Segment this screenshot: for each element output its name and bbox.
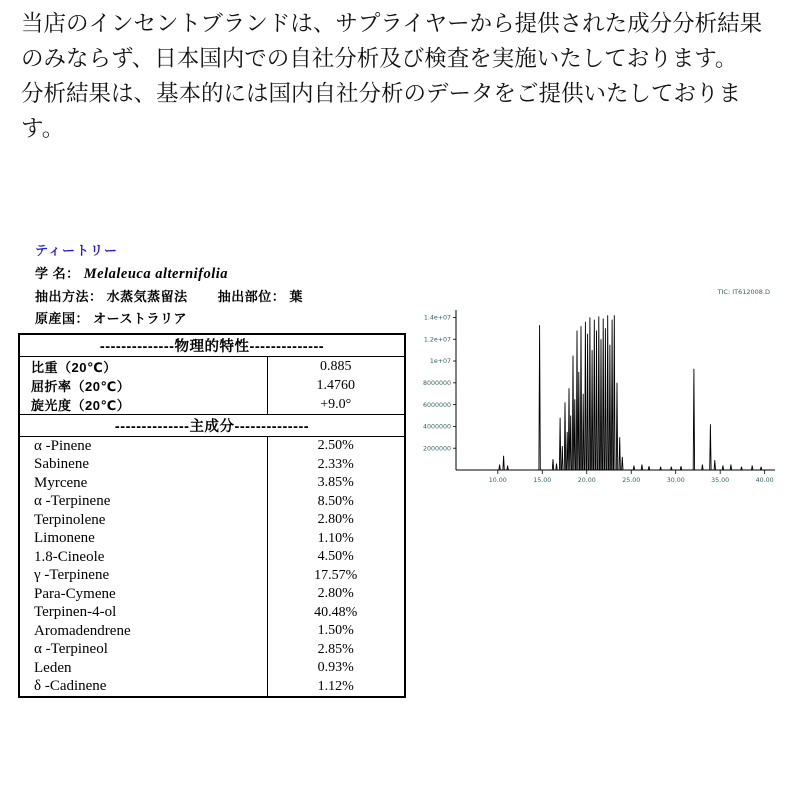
component-value: 2.50% — [317, 438, 354, 454]
physical-property-value: +9.0° — [320, 396, 352, 412]
component-label: Terpinen-4-ol — [19, 604, 267, 623]
intro-paragraph-2: 分析結果は、基本的には国内自社分析のデータをご提供いたしております。 — [21, 81, 742, 141]
table-row — [19, 511, 405, 530]
origin: オーストラリア — [93, 311, 187, 326]
x-tick-label: 15.00 — [533, 477, 552, 484]
component-value: 2.33% — [317, 456, 354, 472]
analysis-document — [18, 240, 404, 698]
physical-property-label: 屈折率（20℃） — [19, 376, 267, 395]
component-label: 1.8-Cineole — [19, 548, 267, 567]
component-value: 1.10% — [317, 530, 354, 546]
extraction-part: 葉 — [289, 289, 303, 304]
x-tick-label: 10.00 — [488, 477, 507, 484]
table-row — [19, 437, 405, 456]
component-value: 2.80% — [317, 586, 354, 602]
extraction-line — [35, 286, 404, 305]
component-label: Sabinene — [19, 456, 267, 475]
y-tick-label: 4000000 — [422, 423, 451, 431]
latin-name-line — [35, 263, 404, 283]
latin-name: Melaleuca alternifolia — [83, 266, 229, 282]
component-value: 17.57% — [314, 567, 358, 583]
component-label: δ -Cadinene — [19, 678, 267, 698]
chromatogram-svg — [415, 282, 795, 487]
extraction-method-label: 抽出方法： — [35, 289, 103, 304]
table-row — [19, 376, 405, 395]
component-label: Terpinolene — [19, 511, 267, 530]
x-tick-label: 30.00 — [666, 477, 685, 484]
product-name: ティートリー — [35, 243, 118, 258]
main-components-header-row — [19, 415, 405, 437]
component-value: 2.85% — [317, 641, 354, 657]
table-row — [19, 678, 405, 698]
component-value: 40.48% — [314, 604, 358, 620]
table-row — [19, 456, 405, 475]
component-value: 8.50% — [317, 493, 354, 509]
table-row — [19, 641, 405, 660]
component-label: α -Terpineol — [19, 641, 267, 660]
component-label: γ -Terpinene — [19, 567, 267, 586]
component-label: Leden — [19, 659, 267, 678]
component-label: Limonene — [19, 530, 267, 549]
y-tick-label: 2000000 — [422, 445, 451, 453]
table-row — [19, 622, 405, 641]
y-tick-label: 8000000 — [422, 380, 451, 388]
physical-properties-header: --------------物理的特性-------------- — [19, 334, 405, 357]
main-components-header: --------------主成分-------------- — [19, 415, 405, 437]
x-tick-label: 20.00 — [577, 477, 596, 484]
component-value: 1.12% — [317, 678, 354, 694]
table-row — [19, 548, 405, 567]
table-row — [19, 585, 405, 604]
intro-text-block — [21, 6, 784, 146]
component-label: α -Terpinene — [19, 493, 267, 512]
component-value: 2.80% — [317, 512, 354, 528]
component-label: Myrcene — [19, 474, 267, 493]
y-tick-label: 1.4e+07 — [423, 314, 451, 322]
component-value: 3.85% — [317, 475, 354, 491]
y-tick-label: 1.2e+07 — [423, 336, 451, 344]
table-row — [19, 493, 405, 512]
component-label: Para-Cymene — [19, 585, 267, 604]
extraction-method: 水蒸気蒸留法 — [106, 289, 188, 304]
extraction-part-label: 抽出部位： — [217, 289, 286, 304]
origin-label: 原産国： — [35, 311, 90, 326]
physical-property-label: 比重（20℃） — [19, 357, 267, 377]
physical-property-value: 1.4760 — [316, 377, 355, 393]
origin-line — [35, 308, 404, 327]
physical-property-value: 0.885 — [320, 358, 352, 374]
x-tick-label: 40.00 — [755, 477, 774, 484]
chart-title: TIC: IT612008.D — [717, 288, 770, 296]
intro-paragraph-1: 当店のインセントブランドは、サプライヤーから提供された成分分析結果のみならず、日本国内での自社分析及び検査を実施いたしております。 — [21, 11, 763, 71]
x-tick-label: 35.00 — [711, 477, 730, 484]
table-row — [19, 395, 405, 415]
y-tick-label: 6000000 — [422, 401, 451, 409]
chromatogram-trace — [456, 315, 775, 470]
component-value: 1.50% — [317, 623, 354, 639]
table-row — [19, 357, 405, 377]
latin-name-label: 学 名： — [35, 266, 80, 281]
table-row — [19, 474, 405, 493]
component-label: Aromadendrene — [19, 622, 267, 641]
component-label: α -Pinene — [19, 437, 267, 456]
physical-properties-header-row — [19, 334, 405, 357]
physical-property-label: 旋光度（20℃） — [19, 395, 267, 415]
x-tick-label: 25.00 — [622, 477, 641, 484]
analysis-table — [18, 333, 406, 698]
table-row — [19, 530, 405, 549]
table-row — [19, 659, 405, 678]
y-tick-label: 1e+07 — [429, 358, 451, 366]
chromatogram-chart — [415, 282, 795, 487]
table-row — [19, 604, 405, 623]
component-value: 0.93% — [317, 660, 354, 676]
component-value: 4.50% — [317, 549, 354, 565]
table-row — [19, 567, 405, 586]
